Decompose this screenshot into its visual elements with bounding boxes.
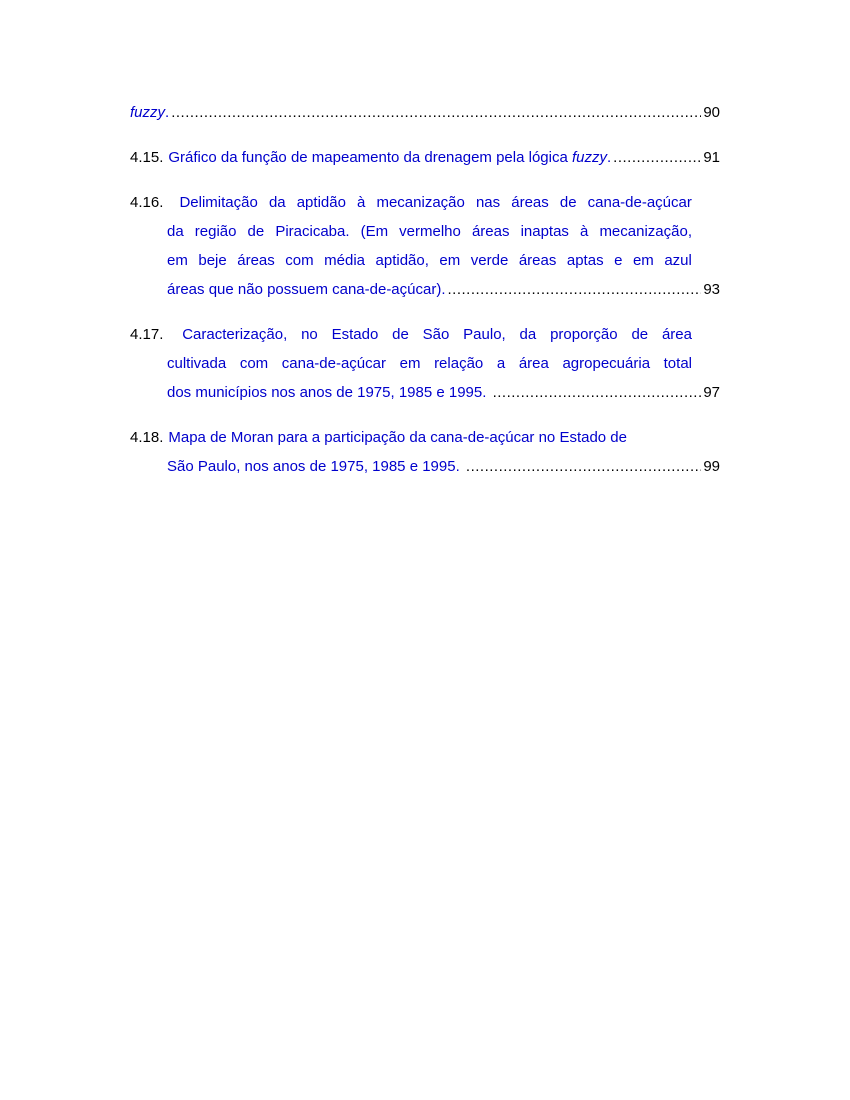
entry-text: dos municípios nos anos de 1975, 1985 e 1995.: [167, 384, 491, 401]
entry-word: proporção: [550, 326, 618, 343]
entry-word: Estado: [331, 326, 379, 343]
entry-text: .: [165, 104, 170, 121]
entry-word: áreas: [518, 252, 557, 269]
entry-text: Mapa de Moran para a participação da cana-de-açúcar no Estado de: [168, 429, 627, 446]
page-number: 90: [703, 104, 720, 121]
entry-word: de: [631, 326, 649, 343]
entry-word: áreas: [511, 194, 549, 211]
toc-line: [130, 279, 720, 308]
entry-word: em: [632, 252, 654, 269]
toc-line: [130, 250, 692, 279]
entry-word: aptas: [566, 252, 604, 269]
entry-text-end: .: [606, 149, 612, 166]
entry-word: região: [194, 223, 237, 240]
figure-number: 4.17.: [130, 326, 164, 343]
entry-word: à: [357, 194, 366, 211]
entry-word: verde: [470, 252, 509, 269]
entry-word: no: [301, 326, 318, 343]
toc-entry-continuation[interactable]: [130, 102, 720, 131]
entry-word: relação: [434, 355, 484, 372]
entry-word: com: [239, 355, 269, 372]
toc-line: [130, 456, 720, 485]
entry-word: São: [422, 326, 450, 343]
toc-line: [130, 353, 692, 382]
figure-number: 4.15.: [130, 149, 164, 166]
entry-word: em: [399, 355, 421, 372]
entry-word: Paulo,: [463, 326, 506, 343]
entry-word: total: [663, 355, 692, 372]
entry-word: nas: [475, 194, 501, 211]
entry-word: inaptas: [520, 223, 569, 240]
entry-word: com: [285, 252, 314, 269]
entry-word: azul: [664, 252, 692, 269]
entry-italic-text: fuzzy: [130, 104, 166, 121]
entry-word: a: [496, 355, 506, 372]
dot-leader: [466, 456, 701, 478]
page-number: 97: [703, 384, 720, 401]
entry-word: à: [580, 223, 589, 240]
dot-leader: [613, 147, 701, 169]
entry-text: São Paulo, nos anos de 1975, 1985 e 1995.: [167, 458, 464, 475]
page-number: 91: [703, 149, 720, 166]
entry-text: Gráfico da função de mapeamento da drenagem pela lógica: [168, 149, 572, 166]
entry-word: em: [439, 252, 461, 269]
toc-line: [130, 102, 720, 131]
entry-word: cultivada: [167, 355, 227, 372]
toc-entry-4-16[interactable]: [130, 192, 720, 308]
entry-word: de: [392, 326, 409, 343]
entry-word: Piracicaba.: [275, 223, 350, 240]
entry-word: aptidão,: [375, 252, 429, 269]
entry-word: de: [559, 194, 577, 211]
entry-word: em: [167, 252, 188, 269]
entry-word: da: [167, 223, 184, 240]
page-number: 93: [703, 281, 720, 298]
entry-text: áreas que não possuem cana-de-açúcar).: [167, 281, 446, 298]
toc-entry-4-15[interactable]: [130, 147, 720, 176]
entry-word: área: [661, 326, 692, 343]
entry-word: de: [247, 223, 265, 240]
entry-word: cana-de-açúcar: [281, 355, 386, 372]
entry-word: beje: [198, 252, 227, 269]
toc-entry-4-17[interactable]: [130, 324, 720, 411]
toc-line: [130, 382, 720, 411]
dot-leader: [171, 102, 701, 124]
entry-word: aptidão: [296, 194, 346, 211]
entry-word: mecanização,: [599, 223, 692, 240]
entry-word: da: [268, 194, 286, 211]
toc-line: [130, 221, 692, 250]
toc-line: [130, 192, 692, 221]
dot-leader: [448, 279, 702, 301]
entry-word: mecanização: [376, 194, 465, 211]
entry-word: vermelho: [399, 223, 461, 240]
entry-word: da: [519, 326, 537, 343]
entry-word: média: [324, 252, 365, 269]
entry-italic-text: fuzzy: [571, 149, 607, 166]
toc-line: [130, 147, 720, 176]
entry-word: área: [518, 355, 549, 372]
figure-number: 4.18.: [130, 429, 164, 446]
toc-line: [130, 324, 692, 353]
entry-word: (Em: [360, 223, 389, 240]
dot-leader: [493, 382, 702, 404]
toc-line: [130, 427, 692, 456]
toc-entry-4-18[interactable]: [130, 427, 720, 485]
entry-word: áreas: [471, 223, 510, 240]
entry-word: Caracterização,: [182, 326, 288, 343]
page-number: 99: [703, 458, 720, 475]
entry-word: áreas: [237, 252, 275, 269]
entry-word: e: [614, 252, 623, 269]
entry-word: cana-de-açúcar: [587, 194, 692, 211]
entry-word: Delimitação: [179, 194, 258, 211]
figure-number: 4.16.: [130, 194, 164, 211]
entry-word: agropecuária: [562, 355, 651, 372]
table-of-figures: [130, 102, 720, 485]
